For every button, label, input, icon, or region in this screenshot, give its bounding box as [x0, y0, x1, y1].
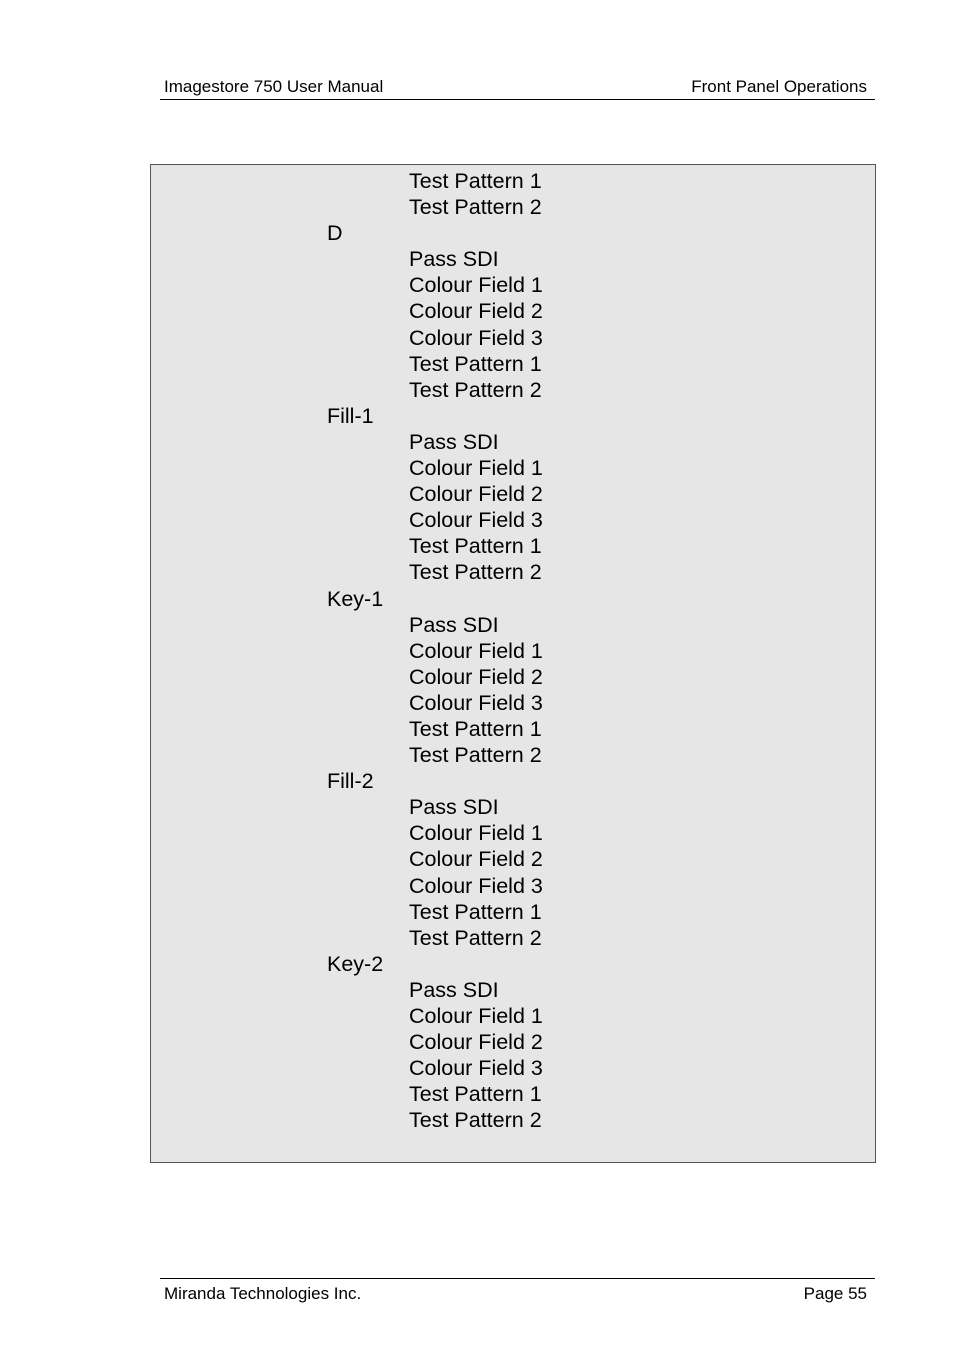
manual-title: Imagestore 750 User Manual [164, 77, 384, 96]
menu-option-item: Colour Field 3 [409, 325, 543, 350]
menu-group-label: Fill-2 [327, 769, 374, 794]
menu-option-item: Colour Field 1 [409, 273, 543, 298]
menu-option-item: Colour Field 1 [409, 638, 543, 663]
menu-option-item: Test Pattern 1 [409, 534, 542, 559]
menu-option-item: Test Pattern 2 [409, 743, 542, 768]
menu-option-item: Pass SDI [409, 429, 499, 454]
menu-option-item: Colour Field 2 [409, 1030, 543, 1055]
menu-tree-box [150, 164, 876, 1163]
menu-option-item: Test Pattern 1 [409, 169, 542, 193]
menu-option-item: Test Pattern 1 [409, 351, 542, 376]
menu-option-item: Test Pattern 2 [409, 195, 542, 220]
menu-option-item: Colour Field 2 [409, 299, 543, 324]
menu-option-item: Test Pattern 2 [409, 560, 542, 585]
menu-option-item: Colour Field 1 [409, 1004, 543, 1028]
menu-option-item: Colour Field 3 [409, 1056, 543, 1081]
menu-option-item: Test Pattern 1 [409, 899, 542, 924]
page-number: Page 55 [803, 1284, 867, 1303]
menu-option-item: Pass SDI [409, 247, 499, 272]
menu-option-item: Colour Field 3 [409, 873, 543, 898]
menu-option-item: Colour Field 2 [409, 482, 543, 507]
menu-option-item: Pass SDI [409, 977, 499, 1002]
menu-option-item: Colour Field 1 [409, 456, 543, 481]
menu-group-label: Fill-1 [327, 403, 374, 428]
company-name: Miranda Technologies Inc. [164, 1284, 362, 1303]
menu-option-item: Pass SDI [409, 795, 499, 820]
menu-option-item: Colour Field 3 [409, 690, 543, 715]
menu-option-item: Colour Field 1 [409, 821, 543, 846]
menu-option-item: Test Pattern 1 [409, 716, 542, 741]
menu-tree-list [151, 168, 875, 1133]
menu-group-label: Key-1 [327, 586, 384, 611]
menu-option-item: Test Pattern 2 [409, 1108, 542, 1133]
menu-option-item: Test Pattern 1 [409, 1082, 542, 1107]
menu-option-item: Pass SDI [409, 612, 499, 637]
menu-group-label: Key-2 [327, 951, 384, 976]
menu-option-item: Test Pattern 2 [409, 377, 542, 402]
menu-option-item: Test Pattern 2 [409, 925, 542, 950]
section-title: Front Panel Operations [691, 77, 867, 96]
menu-option-item: Colour Field 3 [409, 508, 543, 533]
menu-group-label: D [327, 221, 343, 246]
running-footer [160, 1278, 875, 1305]
menu-option-item: Colour Field 2 [409, 664, 543, 689]
menu-option-item: Colour Field 2 [409, 847, 543, 872]
running-header [160, 75, 875, 100]
